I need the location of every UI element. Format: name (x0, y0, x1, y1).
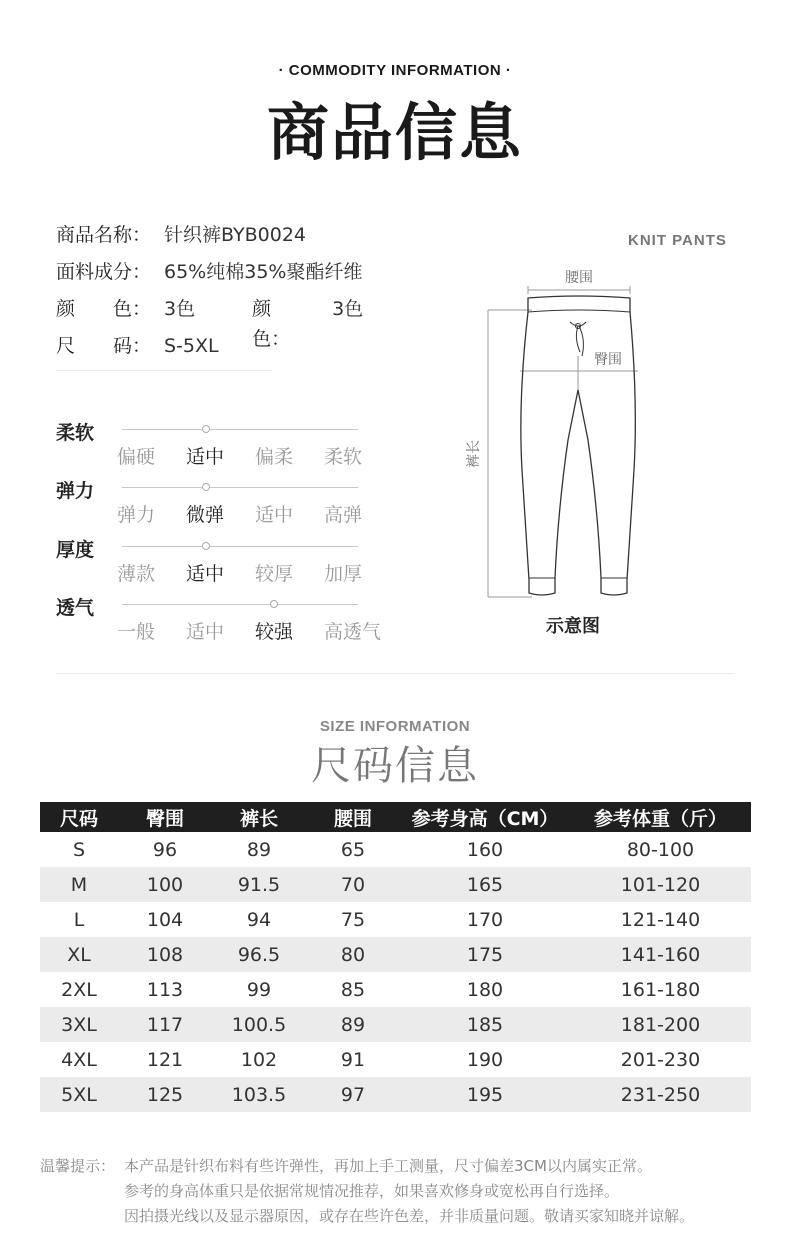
scale-options (117, 617, 393, 644)
size-table-cell: 5XL (40, 1077, 118, 1112)
size-table-cell: 91 (340, 1048, 366, 1071)
scale-track (122, 604, 358, 605)
size-table-cell: 160 (466, 838, 504, 861)
scale-option: 较厚 (255, 563, 294, 585)
scale-option: 弹力 (117, 504, 156, 526)
size-table-header-cell: 参考身高（CM） (400, 802, 570, 832)
size-table-cell: 181-200 (570, 1007, 751, 1042)
size-table-cell: 80-100 (626, 838, 695, 861)
scale-row (56, 418, 94, 445)
size-table-cell: XL (40, 937, 118, 972)
info-value: 针织裤BYB0024 (164, 224, 306, 246)
scale-marker (202, 483, 210, 491)
size-table-cell: 104 (146, 908, 184, 931)
size-table-cell: 161-180 (620, 978, 701, 1001)
size-table-row (40, 1042, 751, 1077)
size-table-cell: 170 (466, 908, 504, 931)
hip-label: 臀围 (594, 352, 622, 368)
scale-title: 弹力 (56, 480, 95, 502)
size-table-cell: 96 (152, 838, 178, 861)
scale-marker (202, 542, 210, 550)
scale-title: 透气 (56, 597, 95, 619)
scale-marker (202, 425, 210, 433)
info-value: 65%纯棉35%聚酯纤维 (164, 261, 363, 283)
size-table-cell: 141-160 (570, 937, 751, 972)
scale-row (56, 476, 94, 503)
size-table-cell: 96.5 (212, 937, 306, 972)
commodity-info-en-title: · COMMODITY INFORMATION · (278, 62, 512, 79)
size-table-cell: 121-140 (620, 908, 701, 931)
size-table-cell: 89 (306, 1007, 400, 1042)
commodity-info-cn-title: 商品信息 (266, 96, 523, 169)
size-table-row (40, 1077, 751, 1112)
size-table-cell: 103.5 (212, 1077, 306, 1112)
scale-option: 适中 (255, 504, 294, 526)
size-table-cell: 70 (306, 867, 400, 902)
section-divider (56, 673, 734, 674)
size-table-cell: 100 (118, 867, 212, 902)
waist-label: 腰围 (565, 270, 593, 286)
note-line: 因拍摄光线以及显示器原因，或存在些许色差，并非质量问题。敬请买家知晓并谅解。 (124, 1207, 695, 1225)
info-key: 面料成分： (56, 261, 152, 283)
scale-option: 高弹 (324, 504, 363, 526)
scale-option: 偏硬 (117, 446, 156, 468)
diagram-caption: 示意图 (546, 616, 600, 637)
product-info (56, 220, 363, 368)
size-table-cell: S (72, 838, 86, 861)
size-table-cell: 4XL (61, 1048, 97, 1071)
size-info-en-title: SIZE INFORMATION (319, 718, 471, 735)
scale-title: 柔软 (56, 422, 95, 444)
note-line: 本产品是针织布料有些许弹性，再加上手工测量，尺寸偏差3CM以内属实正常。 (124, 1157, 652, 1175)
size-table-row (40, 867, 751, 902)
notes (40, 1154, 694, 1229)
scale-option: 偏柔 (255, 446, 294, 468)
scale-option: 适中 (186, 563, 225, 585)
size-table-cell: L (73, 908, 85, 931)
commodity-info-heading (0, 96, 790, 170)
pants-outline (521, 296, 635, 595)
size-table-row (40, 937, 751, 972)
size-table-row (40, 1007, 751, 1042)
size-table-cell: 121 (146, 1048, 184, 1071)
scale-row (56, 535, 94, 562)
size-table (40, 802, 751, 1112)
info-value-secondary: 3色 (332, 298, 364, 320)
length-label: 裤长 (466, 440, 482, 468)
scale-title: 厚度 (56, 539, 95, 561)
size-table-row (40, 832, 751, 867)
size-table-cell: 97 (306, 1077, 400, 1112)
info-key: 颜 色： (56, 298, 152, 320)
scale-option: 一般 (117, 621, 156, 643)
size-table-header-cell: 臀围 (118, 802, 212, 832)
size-table-cell: 201-230 (620, 1048, 701, 1071)
scale-option: 较强 (255, 621, 294, 643)
info-value: S-5XL (164, 335, 219, 357)
size-table-cell: 108 (118, 937, 212, 972)
size-table-header (40, 802, 751, 832)
size-table-cell: 102 (240, 1048, 278, 1071)
scale-track (122, 429, 358, 430)
scale-option: 适中 (186, 621, 225, 643)
size-table-header-cell: 裤长 (212, 802, 306, 832)
size-table-cell: 165 (400, 867, 570, 902)
size-table-cell: 91.5 (212, 867, 306, 902)
size-table-cell: 99 (246, 978, 272, 1001)
scale-option: 加厚 (324, 563, 363, 585)
knit-pants-title: KNIT PANTS (628, 232, 727, 249)
info-row-size (56, 331, 363, 368)
size-table-cell: 101-120 (570, 867, 751, 902)
size-info-cn-title: 尺码信息 (311, 743, 479, 789)
scale-option: 高透气 (324, 621, 382, 643)
scale-option: 适中 (186, 446, 225, 468)
size-table-body (40, 832, 751, 1112)
scale-row (56, 593, 94, 620)
size-table-cell: 75 (340, 908, 366, 931)
size-table-cell: 180 (466, 978, 504, 1001)
size-table-cell: 190 (466, 1048, 504, 1071)
scale-track (122, 546, 358, 547)
size-table-cell: 113 (146, 978, 184, 1001)
info-value: 3色 (164, 298, 196, 320)
note-line: 参考的身高体重只是依据常规情况推荐，如果喜欢修身或宽松再自行选择。 (124, 1182, 620, 1200)
size-table-cell: 117 (118, 1007, 212, 1042)
scale-options (117, 500, 393, 527)
scale-option: 柔软 (324, 446, 363, 468)
size-table-header-cell: 参考体重（斤） (570, 802, 751, 832)
size-table-cell: 94 (246, 908, 272, 931)
size-table-row (40, 902, 751, 937)
info-key-secondary: 颜 色： (252, 298, 310, 350)
size-table-cell: 125 (118, 1077, 212, 1112)
size-table-cell: 231-250 (570, 1077, 751, 1112)
scale-options (117, 442, 393, 469)
size-table-cell: 85 (340, 978, 366, 1001)
scale-options (117, 559, 393, 586)
size-table-cell: 195 (400, 1077, 570, 1112)
size-table-cell: M (40, 867, 118, 902)
notes-label: 温馨提示： (40, 1157, 116, 1175)
info-key: 尺 码： (56, 335, 152, 357)
size-table-cell: 3XL (40, 1007, 118, 1042)
size-table-header-cell: 尺码 (40, 802, 118, 832)
size-table-cell: 185 (400, 1007, 570, 1042)
info-row-fabric (56, 257, 363, 294)
scale-option: 薄款 (117, 563, 156, 585)
size-table-cell: 100.5 (212, 1007, 306, 1042)
size-table-cell: 80 (306, 937, 400, 972)
size-table-cell: 65 (340, 838, 366, 861)
scale-marker (270, 600, 278, 608)
pants-diagram (466, 260, 650, 610)
size-table-cell: 175 (400, 937, 570, 972)
size-table-cell: 2XL (61, 978, 97, 1001)
info-key: 商品名称： (56, 224, 152, 246)
info-row-name (56, 220, 363, 257)
info-divider (56, 370, 271, 371)
size-table-header-cell: 腰围 (306, 802, 400, 832)
size-table-row (40, 972, 751, 1007)
scale-option: 微弹 (186, 504, 225, 526)
size-table-cell: 89 (246, 838, 272, 861)
scale-track (122, 487, 358, 488)
